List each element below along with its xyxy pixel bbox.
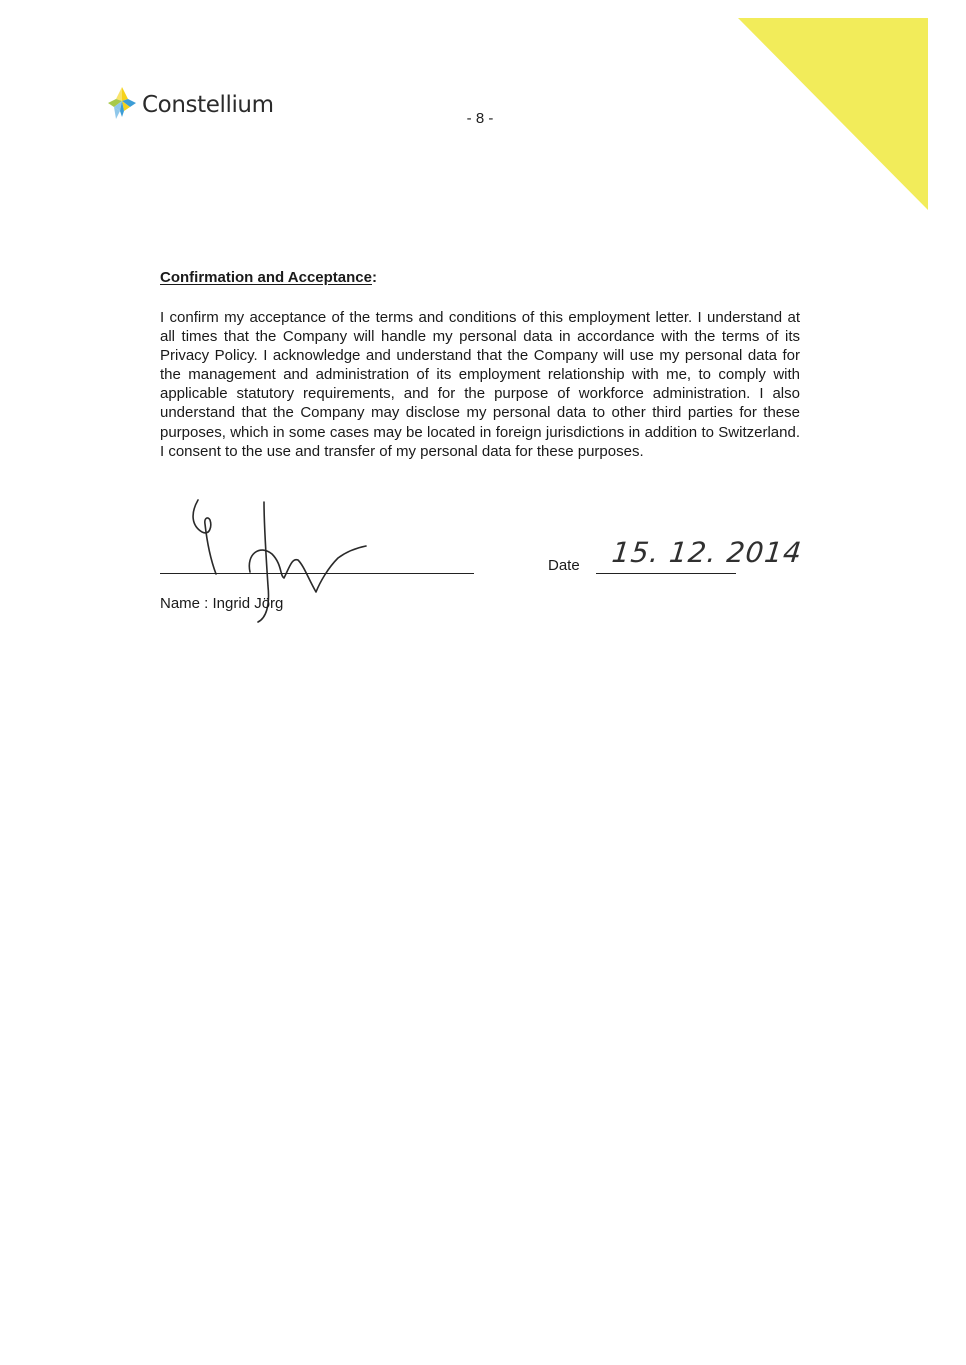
section-heading xyxy=(160,269,377,286)
section-heading-colon: : xyxy=(371,269,377,286)
date-label: Date xyxy=(548,557,580,574)
yellow-corner-tab xyxy=(738,18,928,210)
acceptance-paragraph: I confirm my acceptance of the terms and conditions of this employment letter. I understand at all times that the Company will handle my personal data in accordance with the terms of its Privacy Policy. I acknowledge and understand that the Company will use my personal data for the management and administration of its employment relationship with me, to comply with applicable statutory requirements, and for the purpose of workforce administration. I also understand that the Company may disclose my personal data to other third parties for these purposes, which in some cases may be located in foreign jurisdictions in addition to Switzerland. I consent to the use and transfer of my personal data for these purposes. xyxy=(160,309,800,460)
section-heading-text: Confirmation and Acceptance xyxy=(160,269,372,286)
date-line xyxy=(596,573,736,574)
company-logo xyxy=(106,84,274,126)
handwritten-date: 15. 12. 2014 xyxy=(610,536,804,569)
constellium-star-icon xyxy=(106,85,138,125)
signature-line xyxy=(160,573,474,574)
brand-name: Constellium xyxy=(142,92,274,118)
page-number: - 8 - xyxy=(466,110,494,127)
signatory-name: Name : Ingrid Jörg xyxy=(160,595,284,612)
